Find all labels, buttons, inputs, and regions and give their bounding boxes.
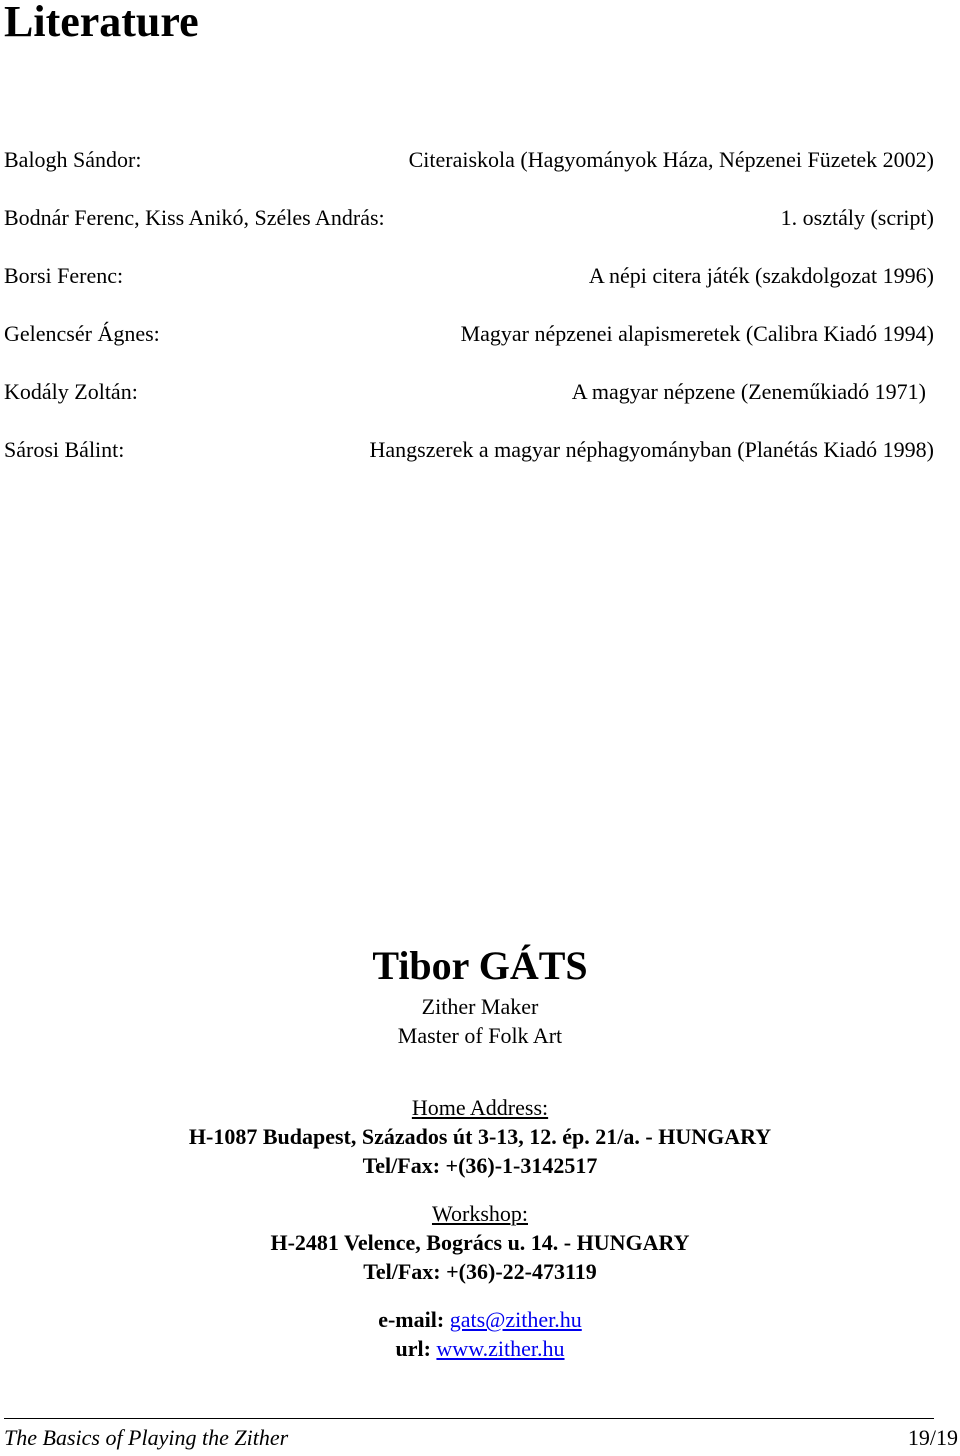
- literature-work: Hangszerek a magyar néphagyományban (Planétás Kiadó 1998): [369, 437, 934, 462]
- maker-role: Zither Maker: [421, 994, 539, 1019]
- url-label: url:: [395, 1336, 431, 1361]
- literature-entry: [4, 198, 934, 256]
- literature-work: A magyar népzene (Zeneműkiadó 1971): [571, 379, 926, 404]
- home-address: H-1087 Budapest, Százados út 3-13, 12. ép. 21/a. - HUNGARY: [188, 1124, 772, 1149]
- literature-work: A népi citera játék (szakdolgozat 1996): [588, 263, 934, 288]
- literature-list: [4, 140, 934, 488]
- contact-block: [0, 940, 960, 1363]
- literature-author: Borsi Ferenc:: [4, 263, 124, 288]
- literature-entry: [4, 314, 934, 372]
- literature-author: Gelencsér Ágnes:: [4, 321, 160, 346]
- literature-author: Sárosi Bálint:: [4, 437, 125, 462]
- email-line: [0, 1305, 960, 1334]
- page-title: Literature: [4, 0, 199, 46]
- footer-title: The Basics of Playing the Zither: [4, 1425, 289, 1450]
- literature-work: 1. osztály (script): [780, 205, 934, 230]
- literature-work: Citeraiskola (Hagyományok Háza, Népzenei Füzetek 2002): [408, 147, 934, 172]
- literature-entry: [4, 372, 934, 430]
- literature-author: Bodnár Ferenc, Kiss Anikó, Széles András:: [4, 205, 385, 230]
- literature-entry: [4, 256, 934, 314]
- literature-author: Kodály Zoltán:: [4, 379, 138, 404]
- home-phone: Tel/Fax: +(36)-1-3142517: [362, 1153, 598, 1178]
- footer-divider: [4, 1418, 934, 1419]
- literature-entry: [4, 430, 934, 488]
- email-link[interactable]: gats@zither.hu: [449, 1307, 582, 1332]
- workshop-phone: Tel/Fax: +(36)-22-473119: [363, 1259, 597, 1284]
- email-label: e-mail:: [378, 1307, 445, 1332]
- home-address-label: Home Address:: [411, 1095, 549, 1120]
- url-link[interactable]: www.zither.hu: [436, 1336, 565, 1361]
- workshop-label: Workshop:: [431, 1201, 528, 1226]
- literature-author: Balogh Sándor:: [4, 147, 142, 172]
- url-line: [0, 1334, 960, 1363]
- literature-work: Magyar népzenei alapismeretek (Calibra Kiadó 1994): [460, 321, 934, 346]
- workshop-address: H-2481 Velence, Bogrács u. 14. - HUNGARY: [270, 1230, 690, 1255]
- maker-name: Tibor GÁTS: [372, 943, 588, 988]
- literature-entry: [4, 140, 934, 198]
- page-footer: [4, 1422, 958, 1454]
- maker-title: Master of Folk Art: [397, 1023, 563, 1048]
- page-number: 19/19: [907, 1425, 958, 1450]
